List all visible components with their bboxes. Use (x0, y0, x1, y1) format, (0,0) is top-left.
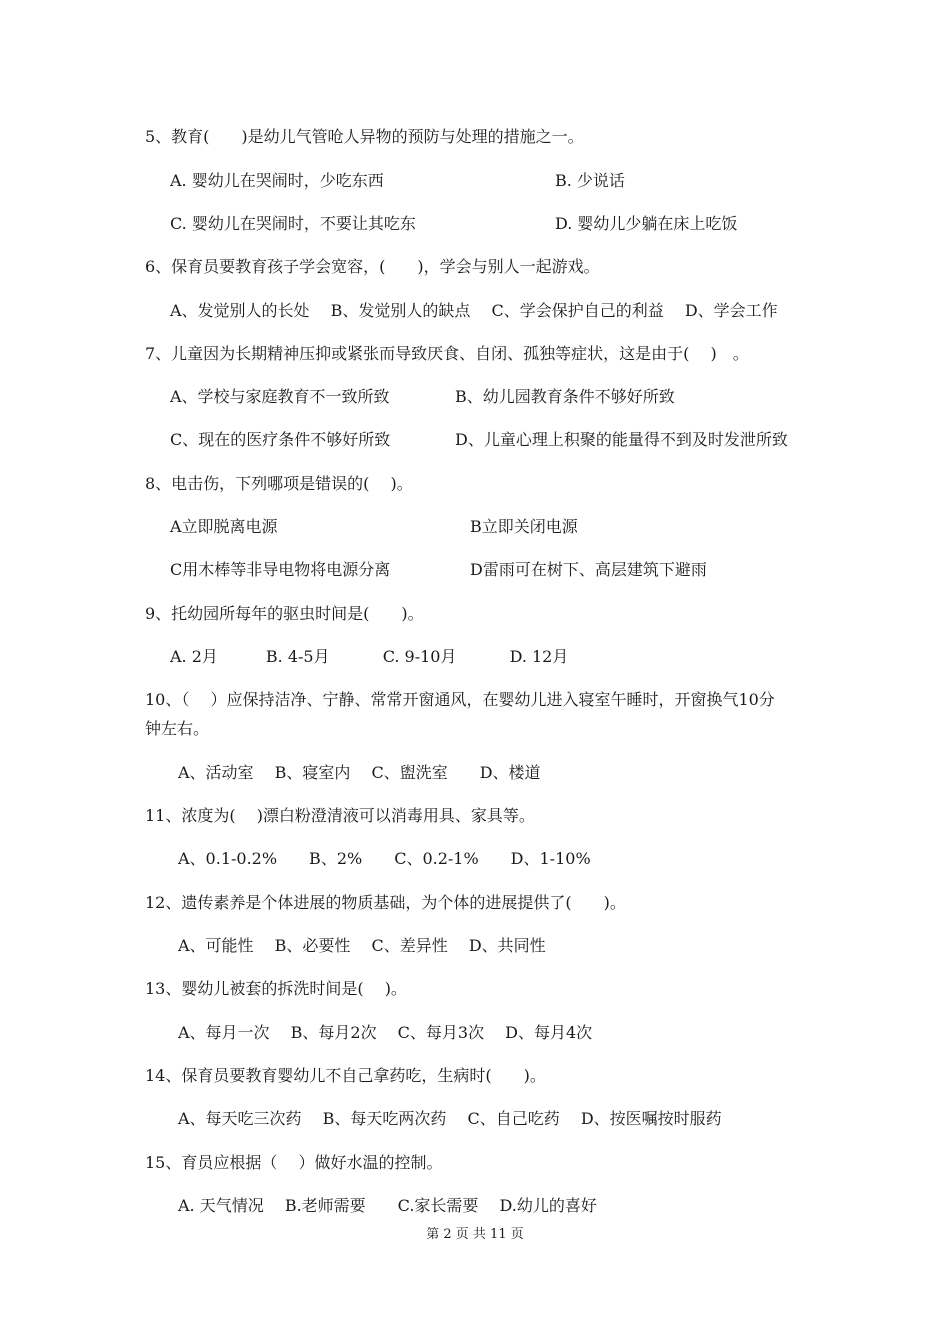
page-footer: 第 2 页 共 11 页 (426, 1227, 524, 1242)
question-12-options: A、可能性 B、必要性 C、差异性 D、共同性 (178, 936, 546, 955)
question-5-option-d: D. 婴幼儿少躺在床上吃饭 (555, 214, 738, 233)
question-7-stem: 7、儿童因为长期精神压抑或紧张而导致厌食、自闭、孤独等症状，这是由于( ) 。 (145, 344, 749, 363)
question-11-stem: 11、浓度为( )漂白粉澄清液可以消毒用具、家具等。 (145, 806, 535, 825)
question-8-option-b: B立即关闭电源 (470, 517, 578, 536)
question-6-stem: 6、保育员要教育孩子学会宽容，( )，学会与别人一起游戏。 (145, 257, 600, 276)
question-10-stem: 10、（ ）应保持洁净、宁静、常常开窗通风，在婴幼儿进入寝室午睡时，开窗换气10分 (145, 690, 775, 709)
question-7-option-b: B、幼儿园教育条件不够好所致 (455, 387, 675, 406)
question-9-stem: 9、托幼园所每年的驱虫时间是( )。 (145, 604, 424, 623)
question-13-stem: 13、婴幼儿被套的拆洗时间是( )。 (145, 979, 407, 998)
question-5-option-c: C. 婴幼儿在哭闹时，不要让其吃东 (170, 214, 416, 233)
question-8-option-c: C用木棒等非导电物将电源分离 (170, 560, 391, 579)
question-10-options: A、活动室 B、寝室内 C、盥洗室 D、楼道 (178, 763, 541, 782)
question-11-options: A、0.1-0.2% B、2% C、0.2-1% D、1-10% (178, 849, 591, 868)
question-7-option-c: C、现在的医疗条件不够好所致 (170, 430, 391, 449)
question-5-stem: 5、教育( )是幼儿气管呛人异物的预防与处理的措施之一。 (145, 127, 584, 146)
question-8-option-a: A立即脱离电源 (170, 517, 278, 536)
question-9-options: A. 2月 B. 4-5月 C. 9-10月 D. 12月 (170, 647, 569, 666)
question-13-options: A、每月一次 B、每月2次 C、每月3次 D、每月4次 (178, 1023, 593, 1042)
question-15-stem: 15、育员应根据（ ）做好水温的控制。 (145, 1153, 443, 1172)
question-8-option-d: D雷雨可在树下、高层建筑下避雨 (470, 560, 707, 579)
question-7-option-a: A、学校与家庭教育不一致所致 (170, 387, 390, 406)
question-12-stem: 12、遗传素养是个体进展的物质基础，为个体的进展提供了( )。 (145, 893, 626, 912)
question-10-stem-continued: 钟左右。 (145, 719, 210, 738)
question-15-options: A. 天气情况 B.老师需要 C.家长需要 D.幼儿的喜好 (178, 1196, 597, 1215)
question-14-options: A、每天吃三次药 B、每天吃两次药 C、自己吃药 D、按医嘱按时服药 (178, 1109, 722, 1128)
question-14-stem: 14、保育员要教育婴幼儿不自己拿药吃，生病时( )。 (145, 1066, 546, 1085)
question-5-option-a: A. 婴幼儿在哭闹时，少吃东西 (170, 171, 384, 190)
question-6-options: A、发觉别人的长处 B、发觉别人的缺点 C、学会保护自己的利益 D、学会工作 (170, 301, 778, 320)
question-5-option-b: B. 少说话 (555, 171, 625, 190)
question-8-stem: 8、电击伤，下列哪项是错误的( )。 (145, 474, 413, 493)
question-7-option-d: D、儿童心理上积聚的能量得不到及时发泄所致 (455, 430, 788, 449)
